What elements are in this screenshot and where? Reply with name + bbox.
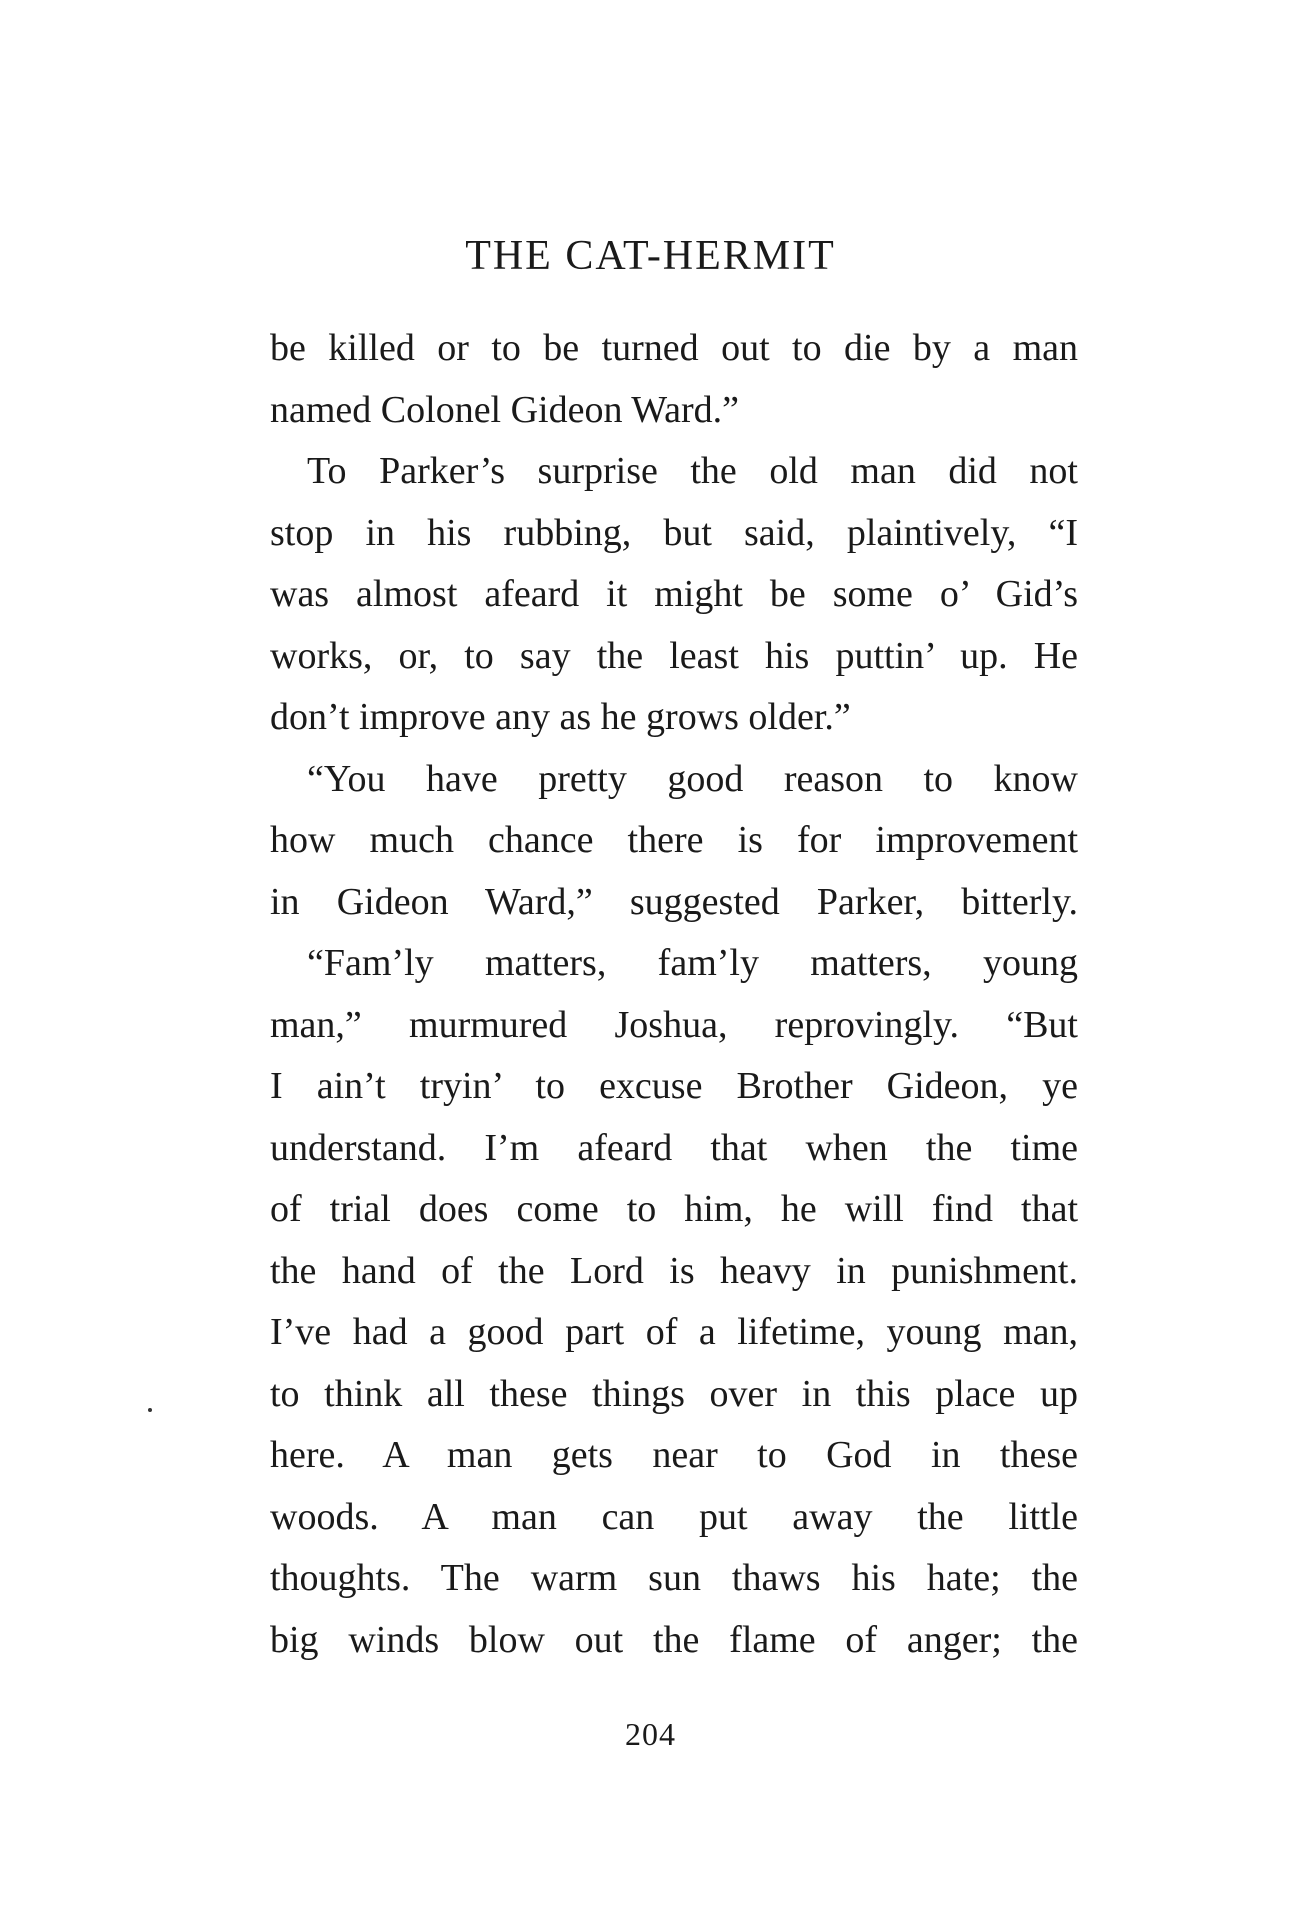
text-line: named Colonel Gideon Ward.”: [270, 388, 740, 431]
text-line: to think all these things over in this place up: [270, 1372, 1078, 1415]
running-head: THE CAT-HERMIT: [465, 233, 836, 279]
text-line: in Gideon Ward,” suggested Parker, bitterly.: [270, 880, 1078, 923]
text-line: of trial does come to him, he will find that: [270, 1188, 1078, 1230]
text-line: thoughts. The warm sun thaws his hate; the: [270, 1557, 1078, 1599]
page-number: 204: [625, 1716, 676, 1752]
stray-ink-mark: [148, 1408, 152, 1412]
text-line: I ain’t tryin’ to excuse Brother Gideon, ye: [270, 1065, 1078, 1107]
text-line: big winds blow out the flame of anger; the: [270, 1618, 1078, 1661]
text-line: was almost afeard it might be some o’ Gid’s: [270, 573, 1078, 615]
text-line: man,” murmured Joshua, reprovingly. “But: [270, 1003, 1078, 1046]
text-line: be killed or to be turned out to die by a man: [270, 327, 1078, 369]
text-line: the hand of the Lord is heavy in punishment.: [270, 1249, 1078, 1292]
text-line: woods. A man can put away the little: [270, 1495, 1078, 1538]
text-line: works, or, to say the least his puttin’ up. He: [270, 634, 1078, 677]
text-line: here. A man gets near to God in these: [270, 1434, 1078, 1476]
body-text: [270, 318, 1078, 1671]
text-line: understand. I’m afeard that when the time: [270, 1126, 1078, 1169]
text-line: I’ve had a good part of a lifetime, young man,: [270, 1311, 1078, 1353]
text-line: To Parker’s surprise the old man did not: [307, 450, 1078, 492]
text-line: “You have pretty good reason to know: [307, 757, 1078, 800]
text-line: how much chance there is for improvement: [270, 819, 1078, 861]
text-line: “Fam’ly matters, fam’ly matters, young: [307, 942, 1078, 984]
text-line: don’t improve any as he grows older.”: [270, 696, 851, 738]
text-line: stop in his rubbing, but said, plaintively, “I: [270, 511, 1078, 554]
